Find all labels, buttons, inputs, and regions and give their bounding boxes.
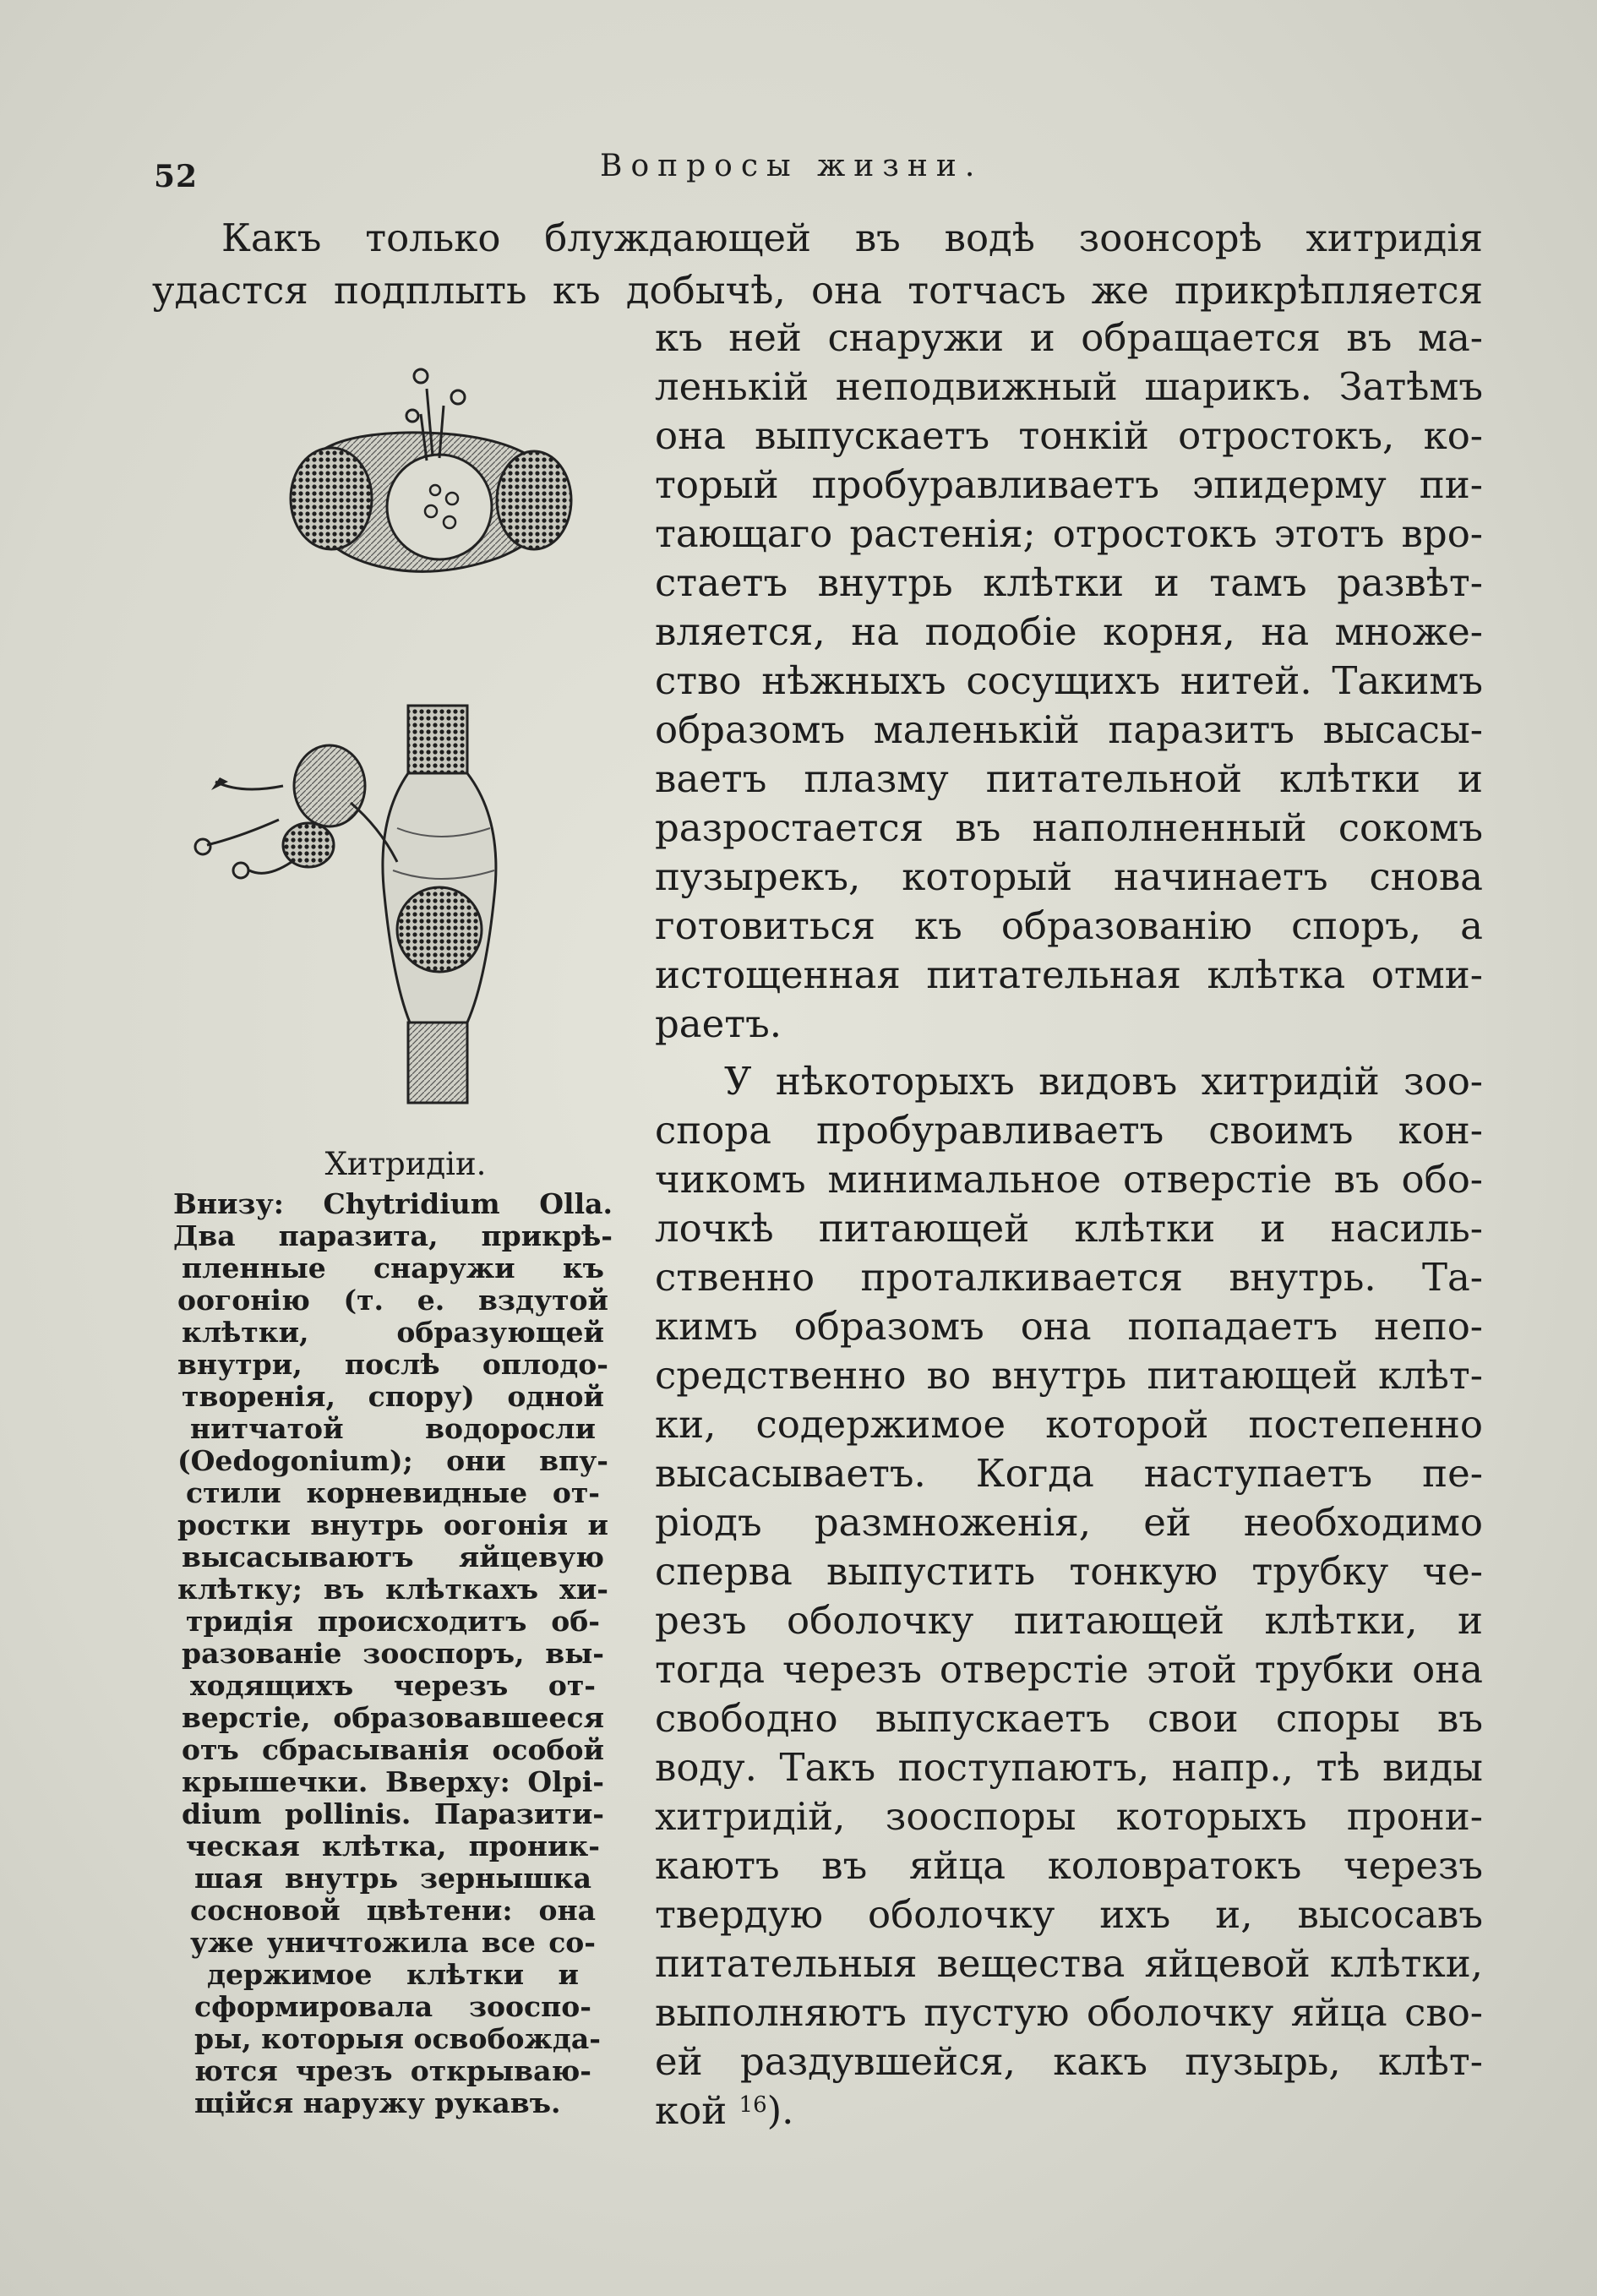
body-line: лочкѣ питающей клѣтки и насиль- <box>655 1206 1483 1251</box>
body-line: У нѣкоторыхъ видовъ хитридій зоо- <box>724 1059 1483 1104</box>
body-line: ки, содержимое которой постепенно <box>655 1402 1483 1447</box>
running-title: Вопросы жизни. <box>600 149 984 183</box>
body-line: твердую оболочку ихъ и, высосавъ <box>655 1892 1483 1937</box>
body-line: Какъ только блуждающей въ водѣ зоонсорѣ хитридія <box>221 215 1483 260</box>
caption-line: клѣтку; въ клѣткахъ хи- <box>177 1573 608 1606</box>
caption-line: Внизу: Chytridium Olla. <box>173 1187 613 1220</box>
caption-line: сформировала зооспо- <box>194 1990 591 2023</box>
caption-line: держимое клѣтки и <box>207 1958 579 1991</box>
caption-line: пленные снаружи къ <box>182 1252 604 1284</box>
body-line: удастся подплыть къ добычѣ, она тотчасъ же прикрѣпляется <box>152 268 1483 313</box>
caption-line: уже уничтожила все со- <box>190 1926 596 1959</box>
caption-line: сосновой цвѣтени: она <box>190 1894 596 1927</box>
footnote-ref: 16 <box>739 2092 767 2118</box>
body-line: средственно во внутрь питающей клѣт- <box>655 1353 1483 1398</box>
body-line: воду. Такъ поступаютъ, напр., тѣ виды <box>655 1745 1483 1790</box>
body-line: пузырекъ, который начинаетъ снова <box>655 854 1483 899</box>
caption-line: (Oedogonium); они впу- <box>177 1444 608 1477</box>
caption-line: dium pollinis. Паразити- <box>182 1797 604 1830</box>
body-line: готовиться къ образованію споръ, а <box>655 903 1483 948</box>
body-line: ріодъ размноженія, ей необходимо <box>655 1500 1483 1545</box>
caption-line: внутри, послѣ оплодо- <box>177 1348 608 1381</box>
body-line: вляется, на подобіе корня, на множе- <box>655 609 1483 654</box>
body-line: раетъ. <box>655 1001 782 1046</box>
body-line: кимъ образомъ она попадаетъ непо- <box>655 1304 1483 1349</box>
caption-line: творенія, спору) одной <box>182 1380 604 1413</box>
caption-line: ческая клѣтка, проник- <box>186 1830 600 1862</box>
body-line: каютъ въ яйца коловратокъ черезъ <box>655 1843 1483 1888</box>
olpidium-pollen-illustration <box>270 355 583 634</box>
body-line: стаетъ внутрь клѣтки и тамъ развѣт- <box>655 560 1483 605</box>
caption-line: высасываютъ яйцевую <box>182 1541 604 1573</box>
caption-line: шая внутрь зернышка <box>194 1862 591 1895</box>
body-line: тогда черезъ отверстіе этой трубки она <box>655 1647 1483 1692</box>
caption-line: нитчатой водоросли <box>190 1412 596 1445</box>
body-line: къ ней снаружи и обращается въ ма- <box>655 315 1483 360</box>
body-line: ство нѣжныхъ сосущихъ нитей. Такимъ <box>655 658 1483 703</box>
body-line: ей раздувшейся, какъ пузырь, клѣт- <box>655 2039 1483 2084</box>
body-line: спора пробуравливаетъ своимъ кон- <box>655 1108 1483 1153</box>
body-line: свободно выпускаетъ свои споры въ <box>655 1696 1483 1741</box>
caption-line: ры, которыя освобожда- <box>194 2022 601 2055</box>
body-line: высасываетъ. Когда наступаетъ пе- <box>655 1451 1483 1496</box>
final-punct: ). <box>766 2088 794 2133</box>
body-line: тающаго растенія; отростокъ этотъ вро- <box>655 511 1483 556</box>
body-line: образомъ маленькій паразитъ высасы- <box>655 707 1483 752</box>
body-line-final <box>655 2086 1483 2142</box>
chytridium-olla-illustration <box>182 701 520 1115</box>
body-line: разростается въ наполненный сокомъ <box>655 805 1483 850</box>
caption-line: оогонію (т. е. вздутой <box>177 1284 608 1317</box>
body-line: истощенная питательная клѣтка отми- <box>655 952 1483 997</box>
body-line: выполняютъ пустую оболочку яйца сво- <box>655 1990 1483 2035</box>
page-number: 52 <box>154 159 199 194</box>
body-line: хитридій, зооспоры которыхъ прони- <box>655 1794 1483 1839</box>
caption-line: тридія происходитъ об- <box>186 1605 600 1638</box>
caption-line: Два паразита, прикрѣ- <box>173 1219 613 1252</box>
caption-line: ются чрезъ открываю- <box>194 2054 591 2087</box>
caption-line: стили корневидные от- <box>186 1476 600 1509</box>
body-line: ваетъ плазму питательной клѣтки и <box>655 756 1483 801</box>
caption-line: клѣтки, образующей <box>182 1316 604 1349</box>
body-line: ленькій неподвижный шарикъ. Затѣмъ <box>655 364 1483 409</box>
caption-line: разованіе зооспоръ, вы- <box>182 1637 604 1670</box>
body-line: резъ оболочку питающей клѣтки, и <box>655 1598 1483 1643</box>
final-word: кой <box>655 2088 728 2133</box>
body-line: чикомъ минимальное отверстіе въ обо- <box>655 1157 1483 1202</box>
body-line: ственно проталкивается внутрь. Та- <box>655 1255 1483 1300</box>
figure-caption-title: Хитридіи. <box>324 1146 487 1182</box>
body-line: она выпускаетъ тонкій отростокъ, ко- <box>655 413 1483 458</box>
caption-line: ходящихъ черезъ от- <box>190 1669 596 1702</box>
caption-line: крышечки. Вверху: Olpi- <box>182 1765 604 1798</box>
caption-line: щійся наружу рукавъ. <box>194 2086 561 2119</box>
body-line: питательныя вещества яйцевой клѣтки, <box>655 1941 1483 1986</box>
caption-line: верстіе, образовавшееся <box>182 1701 604 1734</box>
caption-line: ростки внутрь оогонія и <box>177 1508 608 1541</box>
body-line: сперва выпустить тонкую трубку че- <box>655 1549 1483 1594</box>
body-line: торый пробуравливаетъ эпидерму пи- <box>655 462 1483 507</box>
caption-line: отъ сбрасыванія особой <box>182 1733 604 1766</box>
